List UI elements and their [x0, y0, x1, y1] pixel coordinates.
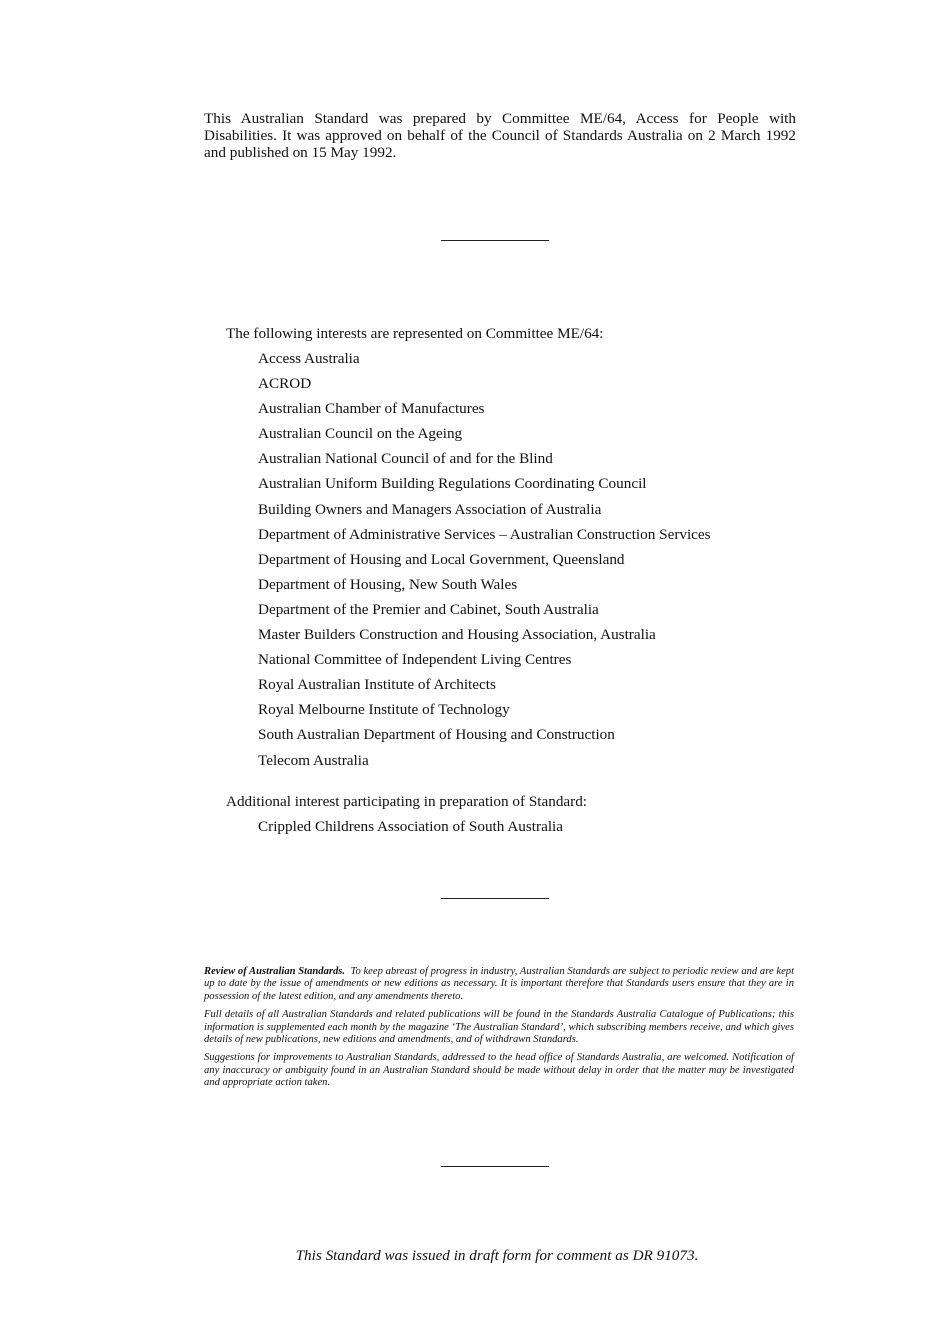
section-divider: [441, 240, 549, 241]
suggestions-paragraph: Suggestions for improvements to Australian Standards, addressed to the head office of Standards Australia, are welcomed. Notification of any inaccuracy or ambiguity found in an Australian Standard should be made without delay in order that the matter may be investigated and appropriate action taken.: [204, 1052, 794, 1089]
list-item: Building Owners and Managers Association of Australia: [258, 500, 602, 518]
list-item: Department of Housing, New South Wales: [258, 575, 518, 593]
list-item: Australian National Council of and for the Blind: [258, 450, 553, 468]
section-divider: [441, 1166, 549, 1167]
review-paragraph: [204, 966, 794, 1003]
list-item: Royal Australian Institute of Architects: [258, 676, 496, 694]
list-item: Crippled Childrens Association of South Australia: [258, 817, 563, 835]
list-item: Australian Chamber of Manufactures: [258, 400, 485, 418]
list-item: Department of the Premier and Cabinet, South Australia: [258, 600, 599, 618]
list-item: South Australian Department of Housing and Construction: [258, 726, 615, 744]
list-item: Australian Uniform Building Regulations Coordinating Council: [258, 475, 647, 493]
list-item: Department of Housing and Local Government, Queensland: [258, 550, 625, 568]
list-item: Department of Administrative Services – Australian Construction Services: [258, 525, 711, 543]
list-item: Australian Council on the Ageing: [258, 425, 463, 443]
catalogue-paragraph: Full details of all Australian Standards and related publications will be found in the Standards Australia Catalogue of Publications; this information is supplemented each month by the magazine ‘The Australian Standard’, which subscribing members receive, and which gives details of new publications, new editions and amendments, and of withdrawn Standards.: [204, 1009, 794, 1046]
list-item: Master Builders Construction and Housing Association, Australia: [258, 626, 656, 644]
draft-issue-note: This Standard was issued in draft form for comment as DR 91073.: [295, 1247, 699, 1264]
review-text: To keep abreast of progress in industry, Australian Standards are subject to periodic review and are kept up to date by the issue of amendments or new editions as necessary. It is important therefore that Standards users ensure that they are in possession of the latest edition, and any amendments thereto.: [204, 966, 795, 1002]
additional-interest-heading: Additional interest participating in preparation of Standard:: [226, 792, 588, 810]
list-item: Access Australia: [258, 350, 360, 367]
review-notes: [204, 966, 794, 1096]
preparation-statement: This Australian Standard was prepared by Committee ME/64, Access for People with Disabilities. It was approved on behalf of the Council of Standards Australia on 2 March 1992 and published on 15 May 1992.: [204, 110, 796, 161]
committee-interests-section: [226, 324, 826, 842]
list-item: ACROD: [258, 375, 312, 393]
section-divider: [441, 898, 549, 899]
interests-heading: The following interests are represented on Committee ME/64:: [226, 325, 604, 342]
list-item: Telecom Australia: [258, 751, 369, 769]
member-list: [226, 349, 826, 776]
additional-interest-list: [226, 817, 826, 842]
list-item: National Committee of Independent Living Centres: [258, 651, 572, 669]
review-lead: Review of Australian Standards.: [204, 966, 346, 977]
list-item: Royal Melbourne Institute of Technology: [258, 701, 510, 719]
